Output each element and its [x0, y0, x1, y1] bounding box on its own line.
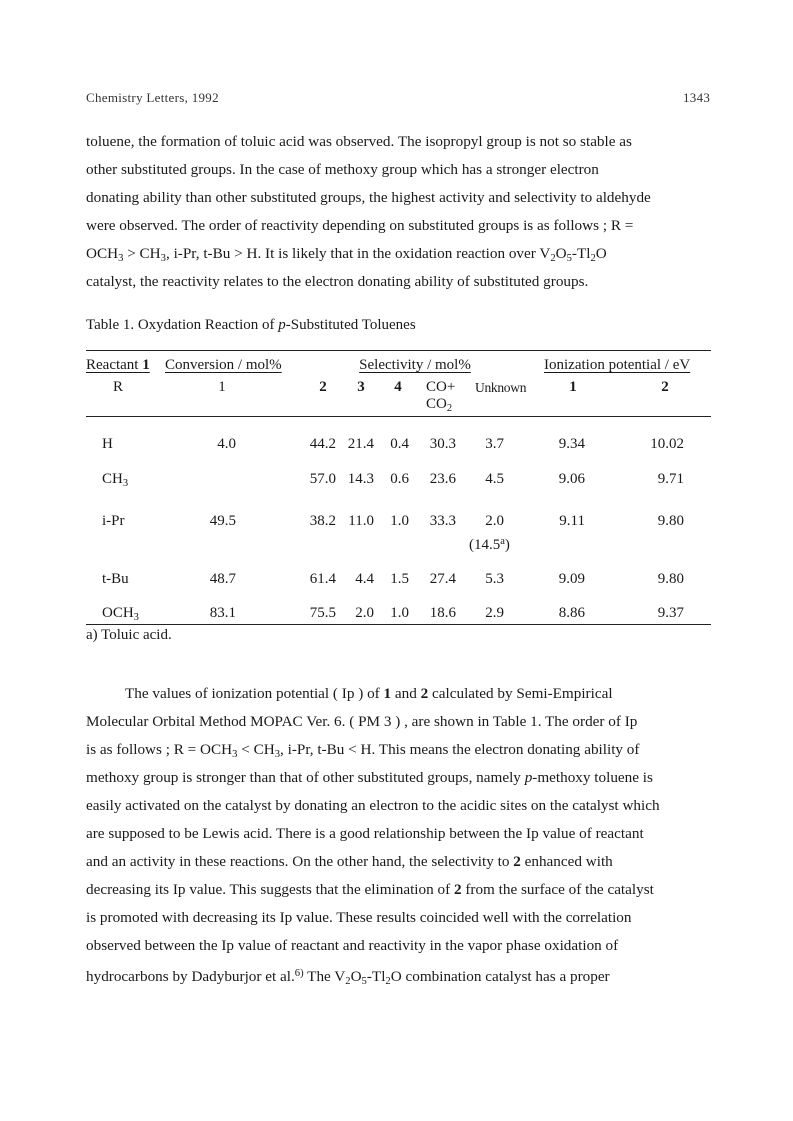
header-reactant: Reactant 1	[86, 357, 150, 373]
cell-sel-2: 44.2	[309, 436, 336, 452]
table-header-rule	[86, 416, 711, 417]
cell-ip-1: 8.86	[558, 605, 585, 621]
cell-ip-1: 9.09	[558, 571, 585, 587]
cell-co-co2: 27.4	[429, 571, 456, 587]
cell-conversion: 83.1	[209, 605, 236, 621]
cell-ip-2: 9.80	[657, 571, 684, 587]
cell-r: $OCH_3$	[102, 605, 139, 623]
subheader-conv-1: 1	[218, 379, 226, 395]
cell-sel-2: 61.4	[309, 571, 336, 587]
subheader-sel-4: 4	[394, 379, 402, 395]
cell-unknown: 4.5	[485, 471, 504, 487]
text-line: observed between the Ip value of reactant and reactivity in the vapor phase oxidation of	[86, 937, 619, 954]
cell-r: $CH_3$	[102, 471, 129, 489]
cell-conversion: 48.7	[209, 571, 236, 587]
text-line: other substituted groups. In the case of methoxy group which has a stronger electron	[86, 161, 599, 178]
cell-ip-2: 9.71	[657, 471, 684, 487]
text-line: were observed. The order of reactivity depending on substituted groups is as follows ; R =	[86, 217, 634, 234]
cell-sel-3: 4.4	[355, 571, 374, 587]
cell-sel-3: 21.4	[347, 436, 374, 452]
subheader-co-co2: CO+ $CO_2$	[426, 379, 456, 414]
table-caption: Table 1. Oxydation Reaction of p-Substituted Toluenes	[86, 317, 416, 333]
table-bottom-rule	[86, 624, 711, 625]
cell-ip-1: 9.11	[559, 513, 585, 529]
text-line: toluene, the formation of toluic acid was observed. The isopropyl group is not so stable as	[86, 133, 632, 150]
subheader-unknown: Unknown	[475, 380, 527, 395]
cell-sel-4: 0.4	[390, 436, 409, 452]
text-line: easily activated on the catalyst by donating an electron to the acidic sites on the catalyst which	[86, 797, 660, 814]
text-line: is promoted with decreasing its Ip value. These results coincided well with the correlation	[86, 909, 632, 926]
cell-co-co2: 18.6	[429, 605, 456, 621]
subheader-r: R	[112, 379, 123, 395]
text-line: decreasing its Ip value. This suggests that the elimination of 2 from the surface of the catalyst	[86, 881, 654, 898]
text-line: hydrocarbons by Dadyburjor et al.$^{6)}$ The $V_2O_5-Tl_2O$ combination catalyst has a proper	[86, 968, 610, 987]
text-line: are supposed to be Lewis acid. There is a good relationship between the Ip value of reactant	[86, 825, 644, 842]
cell-sel-2: 38.2	[309, 513, 336, 529]
cell-ip-1: 9.06	[558, 471, 585, 487]
cell-conversion: 49.5	[209, 513, 236, 529]
toluic-acid-note: (14.5$^a$)	[469, 536, 510, 553]
text-line: is as follows ; $R = OCH_3 < CH_3$, i-Pr, t-Bu < H. This means the electron donating ability of	[86, 741, 640, 760]
text-line: catalyst, the reactivity relates to the electron donating ability of substituted groups.	[86, 273, 589, 290]
cell-sel-4: 1.5	[390, 571, 409, 587]
page-number: 1343	[683, 90, 711, 105]
text-line: donating ability than other substituted groups, the highest activity and selectivity to aldehyde	[86, 189, 651, 206]
cell-sel-3: 2.0	[355, 605, 374, 621]
cell-sel-4: 1.0	[390, 605, 409, 621]
table-footnote: a) Toluic acid.	[86, 627, 172, 643]
cell-ip-1: 9.34	[558, 436, 585, 452]
cell-ip-2: 9.80	[657, 513, 684, 529]
cell-unknown: 5.3	[485, 571, 504, 587]
subheader-sel-2: 2	[319, 379, 327, 395]
cell-sel-2: 57.0	[309, 471, 336, 487]
subheader-ip-1: 1	[569, 379, 577, 395]
subheader-ip-2: 2	[661, 379, 669, 395]
cell-r: t-Bu	[102, 571, 129, 587]
cell-sel-3: 14.3	[347, 471, 374, 487]
cell-ip-2: 10.02	[650, 436, 684, 452]
header-ionization: Ionization potential / eV	[544, 357, 691, 373]
text-line: and an activity in these reactions. On the other hand, the selectivity to 2 enhanced with	[86, 853, 613, 870]
cell-r: i-Pr	[102, 513, 125, 529]
cell-ip-2: 9.37	[657, 605, 684, 621]
cell-unknown: 2.0	[485, 513, 504, 529]
cell-conversion: 4.0	[217, 436, 236, 452]
header-conversion: Conversion / mol%	[165, 357, 282, 373]
cell-unknown: 2.9	[485, 605, 504, 621]
text-line: Molecular Orbital Method MOPAC Ver. 6. ( PM 3 ) , are shown in Table 1. The order of Ip	[86, 713, 638, 730]
cell-r: H	[102, 436, 113, 452]
cell-co-co2: 30.3	[429, 436, 456, 452]
subheader-sel-3: 3	[357, 379, 365, 395]
journal-header: Chemistry Letters, 1992	[86, 90, 219, 105]
text-line: $OCH_3 > CH_3$, i-Pr, t-Bu > H. It is likely that in the oxidation reaction over $V_2O_5-Tl_2O$	[86, 245, 607, 264]
text-line: methoxy group is stronger than that of other substituted groups, namely p-methoxy toluene is	[86, 769, 653, 786]
cell-co-co2: 23.6	[429, 471, 456, 487]
cell-sel-4: 1.0	[390, 513, 409, 529]
header-selectivity: Selectivity / mol%	[359, 357, 471, 373]
cell-sel-4: 0.6	[390, 471, 409, 487]
cell-sel-2: 75.5	[309, 605, 336, 621]
cell-sel-3: 11.0	[348, 513, 374, 529]
table-top-rule	[86, 350, 711, 351]
cell-unknown: 3.7	[485, 436, 504, 452]
text-line: The values of ionization potential ( Ip ) of 1 and 2 calculated by Semi-Empirical	[125, 685, 613, 702]
cell-co-co2: 33.3	[429, 513, 456, 529]
